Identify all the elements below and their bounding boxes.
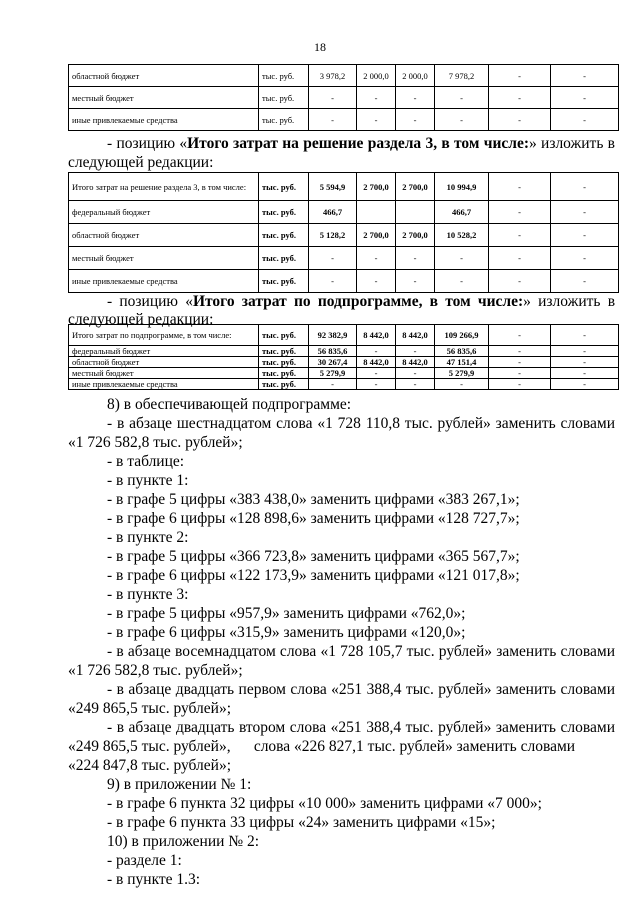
text-line: - в пункте 3: [107, 586, 189, 603]
text-line: «249 865,5 тыс. рублей», слова «226 827,1 тыс. рублей» заменить словами [68, 738, 576, 755]
table-row: областной бюджет тыс. руб. 3 978,2 2 000,0 2 000,0 7 978,2 - - [69, 65, 619, 87]
text-line: - в графе 6 пункта 33 цифры «24» заменить цифрами «15»; [107, 814, 496, 831]
text-line: - в графе 5 цифры «383 438,0» заменить цифрами «383 267,1»; [107, 491, 520, 508]
text-line: 10) в приложении № 2: [107, 833, 260, 850]
text-line: 8) в обеспечивающей подпрограмме: [107, 396, 352, 413]
text-line: - в пункте 1: [107, 472, 189, 489]
table-row: областной бюджет тыс. руб. 5 128,2 2 700,0 2 700,0 10 528,2 - - [69, 224, 619, 247]
text-line: «249 865,5 тыс. рублей»; [68, 700, 231, 717]
paragraph-subprogram-intro-cont: следующей редакции: [68, 311, 214, 328]
table-section3-totals [68, 172, 619, 293]
text-line: - в графе 5 цифры «957,9» заменить цифрами «762,0»; [107, 605, 466, 622]
text-line: - в пункте 2: [107, 529, 189, 546]
paragraph-section3-intro: - позицию «Итого затрат на решение раздела 3, в том числе:» изложить в [107, 135, 615, 152]
text-line: - разделе 1: [107, 852, 182, 869]
table-funding-section-continued [68, 64, 619, 131]
text-line: - в графе 6 цифры «315,9» заменить цифрами «120,0»; [107, 624, 466, 641]
table-row: Итого затрат на решение раздела 3, в том числе: тыс. руб. 5 594,9 2 700,0 2 700,0 10 994,9 - - [69, 173, 619, 201]
text-line: - в абзаце восемнадцатом слова «1 728 105,7 тыс. рублей» заменить словами [107, 643, 615, 660]
table-row: местный бюджет тыс. руб. 5 279,9 - - 5 279,9 - - [69, 368, 619, 379]
text-line: - в таблице: [107, 453, 185, 470]
text-line: «224 847,8 тыс. рублей»; [68, 757, 231, 774]
text-line: - в графе 5 цифры «366 723,8» заменить цифрами «365 567,7»; [107, 548, 520, 565]
table-row: иные привлекаемые средства тыс. руб. - - - - - - [69, 379, 619, 390]
text-line: - в абзаце двадцать втором слова «251 388,4 тыс. рублей» заменить словами [107, 719, 615, 736]
paragraph-subprogram-intro: - позицию «Итого затрат по подпрограмме, в том числе:» изложить в [107, 293, 616, 310]
text-line: 9) в приложении № 1: [107, 776, 252, 793]
table-subprogram-totals [68, 324, 619, 390]
text-line: «1 726 582,8 тыс. рублей»; [68, 434, 243, 451]
text-line: «1 726 582,8 тыс. рублей»; [68, 662, 243, 679]
text-line: - в абзаце шестнадцатом слова «1 728 110,8 тыс. рублей» заменить словами [107, 415, 615, 432]
table-row: местный бюджет тыс. руб. - - - - - - [69, 247, 619, 270]
table-row: областной бюджет тыс. руб. 30 267,4 8 442,0 8 442,0 47 151,4 - - [69, 357, 619, 368]
text-line: - в графе 6 цифры «128 898,6» заменить цифрами «128 727,7»; [107, 510, 520, 527]
table-row: Итого затрат по подпрограмме, в том числе: тыс. руб. 92 382,9 8 442,0 8 442,0 109 266,9 - - [69, 325, 619, 346]
table-row: местный бюджет тыс. руб. - - - - - - [69, 87, 619, 109]
text-line: - в абзаце двадцать первом слова «251 388,4 тыс. рублей» заменить словами [107, 681, 615, 698]
paragraph-section3-intro-cont: следующей редакции: [68, 154, 214, 171]
table-row: федеральный бюджет тыс. руб. 56 835,6 - - 56 835,6 - - [69, 346, 619, 357]
text-line: - в графе 6 цифры «122 173,9» заменить цифрами «121 017,8»; [107, 567, 520, 584]
table-row: федеральный бюджет тыс. руб. 466,7 466,7 - - [69, 201, 619, 224]
table-row: иные привлекаемые средства тыс. руб. - - - - - - [69, 109, 619, 131]
table-row: иные привлекаемые средства тыс. руб. - - - - - - [69, 270, 619, 293]
page-number: 18 [314, 40, 326, 54]
text-line: - в пункте 1.3: [107, 871, 201, 888]
text-line: - в графе 6 пункта 32 цифры «10 000» заменить цифрами «7 000»; [107, 795, 542, 812]
